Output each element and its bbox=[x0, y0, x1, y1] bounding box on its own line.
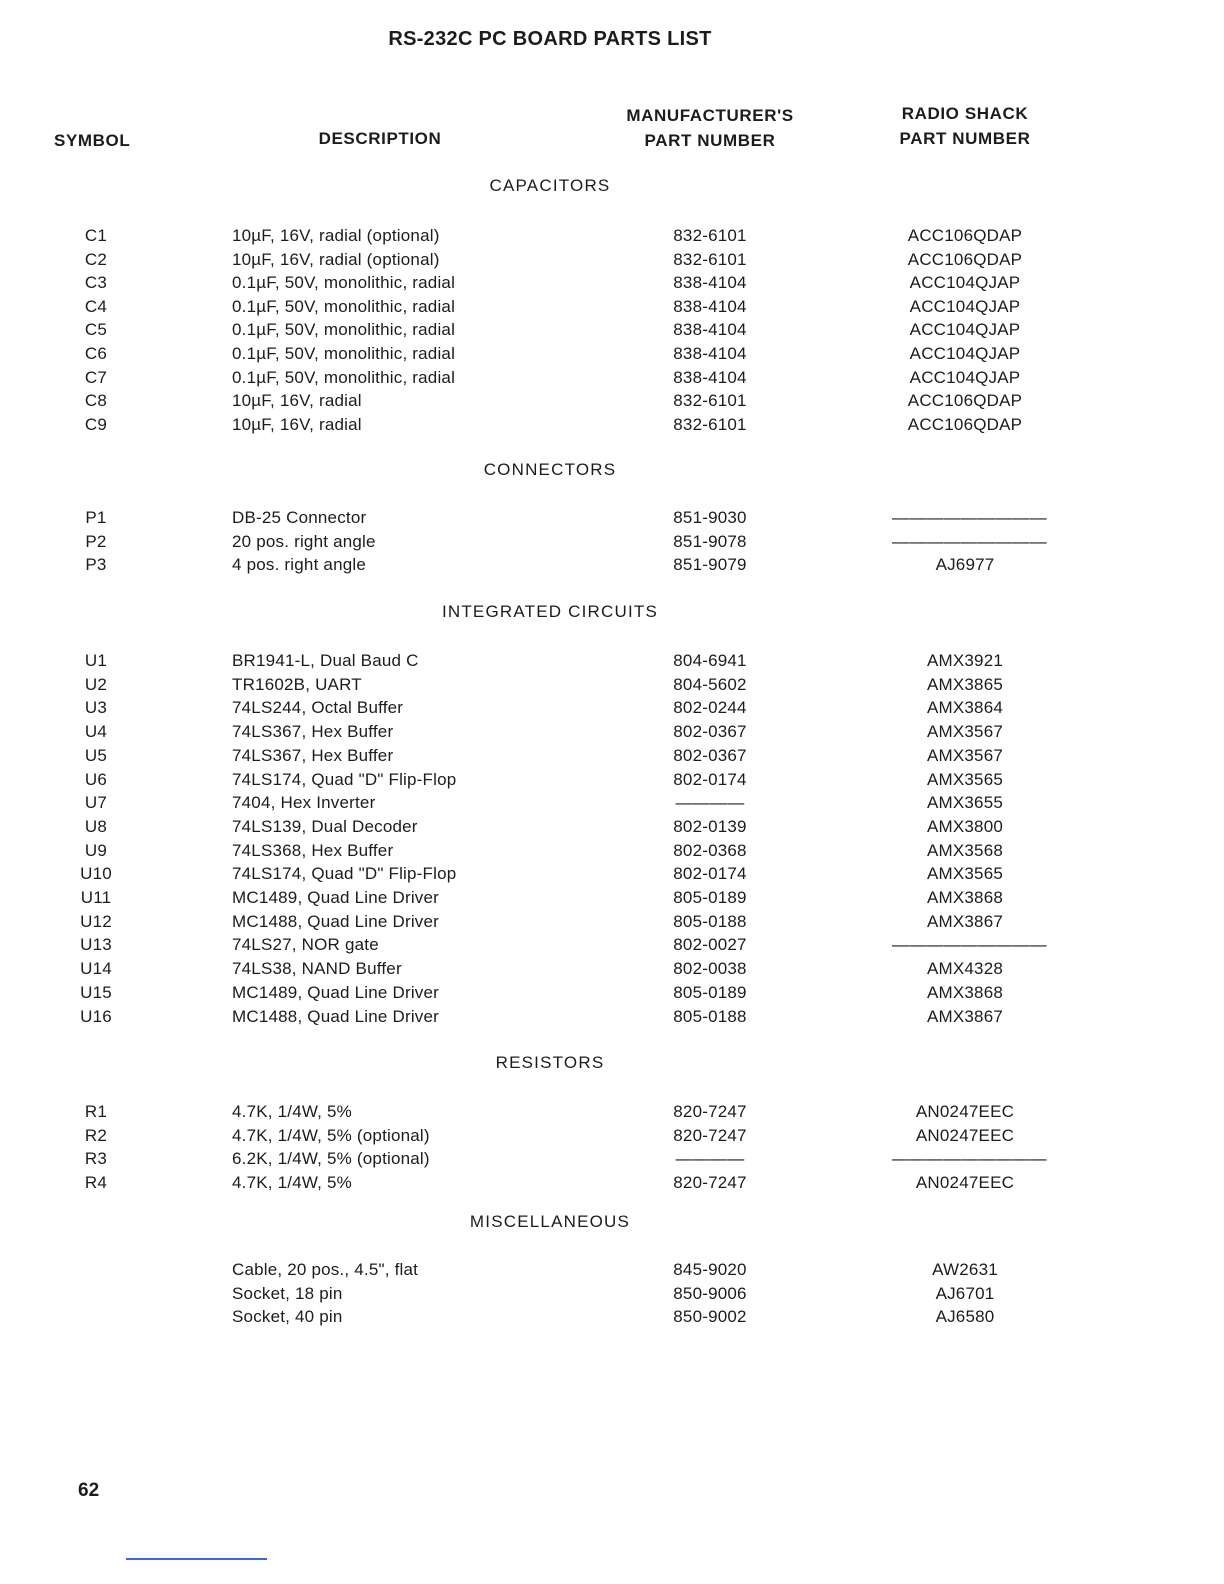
cell-manufacturer-part-number: 802-0038 bbox=[673, 959, 747, 978]
cell-symbol: C4 bbox=[84, 297, 108, 316]
cell-symbol: C5 bbox=[84, 320, 108, 339]
cell-description: Cable, 20 pos., 4.5", flat bbox=[232, 1260, 419, 1279]
table-row bbox=[0, 1007, 1224, 1031]
cell-manufacturer-part-number: 805-0189 bbox=[673, 983, 747, 1002]
cell-description: 4 pos. right angle bbox=[232, 555, 367, 574]
cell-symbol: P2 bbox=[85, 532, 107, 551]
cell-symbol: P3 bbox=[85, 555, 107, 574]
cell-description: 4.7K, 1/4W, 5% bbox=[232, 1173, 352, 1192]
cell-description: 7404, Hex Inverter bbox=[232, 793, 376, 812]
header-rs-line1: RADIO SHACK bbox=[901, 104, 1029, 123]
cell-symbol: U7 bbox=[84, 793, 108, 812]
table-row bbox=[0, 1307, 1224, 1331]
cell-manufacturer-part-number: 802-0368 bbox=[673, 841, 747, 860]
cell-manufacturer-part-number: 851-9078 bbox=[673, 532, 747, 551]
table-row bbox=[0, 344, 1224, 368]
table-row bbox=[0, 391, 1224, 415]
table-row bbox=[0, 793, 1224, 817]
cell-description: 74LS174, Quad "D" Flip-Flop bbox=[232, 770, 457, 789]
table-row bbox=[0, 1173, 1224, 1197]
table-row bbox=[0, 368, 1224, 392]
cell-radio-shack-part-number: AMX3868 bbox=[926, 888, 1004, 907]
cell-manufacturer-part-number: 838-4104 bbox=[673, 344, 747, 363]
cell-manufacturer-part-number: ———— bbox=[675, 1149, 745, 1168]
cell-symbol: C8 bbox=[84, 391, 108, 410]
cell-radio-shack-part-number: AW2631 bbox=[932, 1260, 998, 1279]
header-mfr-line1: MANUFACTURER'S bbox=[626, 106, 794, 125]
cell-description: 10µF, 16V, radial (optional) bbox=[232, 250, 440, 269]
table-row bbox=[0, 1126, 1224, 1150]
table-row bbox=[0, 841, 1224, 865]
cell-manufacturer-part-number: 838-4104 bbox=[673, 320, 747, 339]
header-description: DESCRIPTION bbox=[318, 129, 442, 148]
cell-description: 74LS27, NOR gate bbox=[232, 935, 379, 954]
cell-symbol: C6 bbox=[84, 344, 108, 363]
table-row bbox=[0, 415, 1224, 439]
cell-description: 0.1µF, 50V, monolithic, radial bbox=[232, 297, 456, 316]
table-row bbox=[0, 888, 1224, 912]
cell-symbol: C3 bbox=[84, 273, 108, 292]
cell-radio-shack-part-number: AMX3864 bbox=[926, 698, 1004, 717]
cell-radio-shack-part-number: AMX3867 bbox=[926, 912, 1004, 931]
section-title-connectors: CONNECTORS bbox=[483, 460, 617, 479]
cell-symbol: R4 bbox=[84, 1173, 108, 1192]
cell-manufacturer-part-number: 820-7247 bbox=[673, 1173, 747, 1192]
cell-radio-shack-part-number: AMX3567 bbox=[926, 746, 1004, 765]
table-row bbox=[0, 959, 1224, 983]
cell-symbol: U3 bbox=[84, 698, 108, 717]
table-row bbox=[0, 864, 1224, 888]
cell-manufacturer-part-number: 802-0027 bbox=[673, 935, 747, 954]
header-manufacturer-part-number bbox=[600, 103, 820, 153]
cell-radio-shack-part-number: ACC106QDAP bbox=[907, 415, 1023, 434]
section-title-integrated-circuits: INTEGRATED CIRCUITS bbox=[441, 602, 659, 621]
table-row bbox=[0, 770, 1224, 794]
table-row bbox=[0, 555, 1224, 579]
cell-manufacturer-part-number: 804-6941 bbox=[673, 651, 747, 670]
cell-radio-shack-part-number: AMX3865 bbox=[926, 675, 1004, 694]
table-row bbox=[0, 651, 1224, 675]
table-row bbox=[0, 297, 1224, 321]
cell-symbol: U13 bbox=[80, 935, 112, 954]
cell-manufacturer-part-number: 851-9079 bbox=[673, 555, 747, 574]
cell-manufacturer-part-number: 832-6101 bbox=[673, 226, 747, 245]
table-row bbox=[0, 983, 1224, 1007]
table-row bbox=[0, 1149, 1224, 1173]
footer-rule bbox=[126, 1558, 267, 1560]
cell-description: MC1489, Quad Line Driver bbox=[232, 888, 440, 907]
cell-radio-shack-part-number: AN0247EEC bbox=[915, 1126, 1015, 1145]
table-row bbox=[0, 532, 1224, 556]
cell-description: 4.7K, 1/4W, 5% bbox=[232, 1102, 352, 1121]
cell-description: MC1489, Quad Line Driver bbox=[232, 983, 440, 1002]
cell-description: 20 pos. right angle bbox=[232, 532, 376, 551]
cell-description: 0.1µF, 50V, monolithic, radial bbox=[232, 368, 456, 387]
cell-radio-shack-part-number: AJ6580 bbox=[935, 1307, 995, 1326]
cell-description: 74LS38, NAND Buffer bbox=[232, 959, 402, 978]
cell-symbol: U2 bbox=[84, 675, 108, 694]
cell-radio-shack-part-number: ————————— bbox=[892, 532, 1047, 551]
cell-manufacturer-part-number: 802-0174 bbox=[673, 864, 747, 883]
cell-radio-shack-part-number: AMX4328 bbox=[926, 959, 1004, 978]
table-row bbox=[0, 722, 1224, 746]
cell-description: 74LS139, Dual Decoder bbox=[232, 817, 418, 836]
cell-description: 0.1µF, 50V, monolithic, radial bbox=[232, 344, 456, 363]
cell-symbol: U5 bbox=[84, 746, 108, 765]
table-row bbox=[0, 226, 1224, 250]
cell-manufacturer-part-number: 805-0188 bbox=[673, 1007, 747, 1026]
cell-description: Socket, 40 pin bbox=[232, 1307, 343, 1326]
cell-description: 74LS174, Quad "D" Flip-Flop bbox=[232, 864, 457, 883]
cell-radio-shack-part-number: AMX3800 bbox=[926, 817, 1004, 836]
cell-radio-shack-part-number: AN0247EEC bbox=[915, 1173, 1015, 1192]
cell-radio-shack-part-number: ACC104QJAP bbox=[909, 273, 1021, 292]
cell-symbol: C2 bbox=[84, 250, 108, 269]
cell-manufacturer-part-number: 805-0189 bbox=[673, 888, 747, 907]
table-row bbox=[0, 508, 1224, 532]
cell-symbol: C9 bbox=[84, 415, 108, 434]
table-row bbox=[0, 675, 1224, 699]
cell-description: 0.1µF, 50V, monolithic, radial bbox=[232, 273, 456, 292]
cell-description: TR1602B, UART bbox=[232, 675, 362, 694]
cell-manufacturer-part-number: 851-9030 bbox=[673, 508, 747, 527]
cell-manufacturer-part-number: 832-6101 bbox=[673, 415, 747, 434]
cell-manufacturer-part-number: 820-7247 bbox=[673, 1102, 747, 1121]
cell-radio-shack-part-number: AMX3565 bbox=[926, 770, 1004, 789]
cell-radio-shack-part-number: AN0247EEC bbox=[915, 1102, 1015, 1121]
table-row bbox=[0, 250, 1224, 274]
cell-manufacturer-part-number: 850-9006 bbox=[673, 1284, 747, 1303]
cell-description: 74LS244, Octal Buffer bbox=[232, 698, 404, 717]
table-row bbox=[0, 1102, 1224, 1126]
cell-radio-shack-part-number: AMX3565 bbox=[926, 864, 1004, 883]
cell-manufacturer-part-number: 838-4104 bbox=[673, 273, 747, 292]
cell-description: 6.2K, 1/4W, 5% (optional) bbox=[232, 1149, 430, 1168]
cell-symbol: U16 bbox=[80, 1007, 112, 1026]
cell-symbol: R1 bbox=[84, 1102, 108, 1121]
cell-radio-shack-part-number: ACC106QDAP bbox=[907, 250, 1023, 269]
cell-description: BR1941-L, Dual Baud C bbox=[232, 651, 419, 670]
cell-symbol: U6 bbox=[84, 770, 108, 789]
header-mfr-line2: PART NUMBER bbox=[644, 131, 776, 150]
cell-symbol: U15 bbox=[80, 983, 112, 1002]
cell-manufacturer-part-number: 802-0174 bbox=[673, 770, 747, 789]
table-row bbox=[0, 1260, 1224, 1284]
cell-description: 10µF, 16V, radial (optional) bbox=[232, 226, 440, 245]
cell-radio-shack-part-number: ACC104QJAP bbox=[909, 320, 1021, 339]
cell-radio-shack-part-number: AMX3921 bbox=[926, 651, 1004, 670]
cell-symbol: C1 bbox=[84, 226, 108, 245]
cell-manufacturer-part-number: 802-0367 bbox=[673, 746, 747, 765]
cell-description: 74LS368, Hex Buffer bbox=[232, 841, 394, 860]
table-row bbox=[0, 817, 1224, 841]
cell-symbol: P1 bbox=[85, 508, 107, 527]
table-row bbox=[0, 698, 1224, 722]
cell-description: Socket, 18 pin bbox=[232, 1284, 343, 1303]
table-row bbox=[0, 935, 1224, 959]
cell-manufacturer-part-number: 804-5602 bbox=[673, 675, 747, 694]
cell-description: 0.1µF, 50V, monolithic, radial bbox=[232, 320, 456, 339]
cell-description: 74LS367, Hex Buffer bbox=[232, 746, 394, 765]
cell-radio-shack-part-number: AMX3567 bbox=[926, 722, 1004, 741]
cell-symbol: U9 bbox=[84, 841, 108, 860]
cell-radio-shack-part-number: AMX3655 bbox=[926, 793, 1004, 812]
cell-manufacturer-part-number: ———— bbox=[675, 793, 745, 812]
cell-radio-shack-part-number: ————————— bbox=[892, 508, 1047, 527]
cell-description: 4.7K, 1/4W, 5% (optional) bbox=[232, 1126, 430, 1145]
cell-description: 10µF, 16V, radial bbox=[232, 391, 362, 410]
cell-description: DB-25 Connector bbox=[232, 508, 367, 527]
cell-symbol: U4 bbox=[84, 722, 108, 741]
cell-description: 10µF, 16V, radial bbox=[232, 415, 362, 434]
cell-symbol: U8 bbox=[84, 817, 108, 836]
cell-symbol: U10 bbox=[80, 864, 112, 883]
cell-radio-shack-part-number: AJ6701 bbox=[935, 1284, 995, 1303]
cell-radio-shack-part-number: ACC106QDAP bbox=[907, 391, 1023, 410]
section-title-capacitors: CAPACITORS bbox=[489, 176, 611, 195]
cell-radio-shack-part-number: ACC106QDAP bbox=[907, 226, 1023, 245]
cell-description: MC1488, Quad Line Driver bbox=[232, 1007, 440, 1026]
cell-radio-shack-part-number: ————————— bbox=[892, 1149, 1047, 1168]
table-row bbox=[0, 320, 1224, 344]
table-row bbox=[0, 746, 1224, 770]
cell-manufacturer-part-number: 802-0244 bbox=[673, 698, 747, 717]
table-row bbox=[0, 273, 1224, 297]
cell-radio-shack-part-number: ACC104QJAP bbox=[909, 297, 1021, 316]
cell-manufacturer-part-number: 838-4104 bbox=[673, 297, 747, 316]
cell-symbol: R3 bbox=[84, 1149, 108, 1168]
cell-manufacturer-part-number: 802-0139 bbox=[673, 817, 747, 836]
cell-manufacturer-part-number: 838-4104 bbox=[673, 368, 747, 387]
cell-description: 74LS367, Hex Buffer bbox=[232, 722, 394, 741]
cell-manufacturer-part-number: 850-9002 bbox=[673, 1307, 747, 1326]
cell-radio-shack-part-number: AJ6977 bbox=[935, 555, 995, 574]
header-rs-line2: PART NUMBER bbox=[899, 129, 1031, 148]
section-title-miscellaneous: MISCELLANEOUS bbox=[469, 1212, 631, 1231]
section-title-resistors: RESISTORS bbox=[495, 1053, 605, 1072]
cell-manufacturer-part-number: 832-6101 bbox=[673, 391, 747, 410]
cell-manufacturer-part-number: 832-6101 bbox=[673, 250, 747, 269]
table-row bbox=[0, 1284, 1224, 1308]
cell-manufacturer-part-number: 820-7247 bbox=[673, 1126, 747, 1145]
page-title: RS-232C PC BOARD PARTS LIST bbox=[388, 28, 712, 50]
cell-radio-shack-part-number: AMX3867 bbox=[926, 1007, 1004, 1026]
cell-radio-shack-part-number: ACC104QJAP bbox=[909, 344, 1021, 363]
cell-manufacturer-part-number: 802-0367 bbox=[673, 722, 747, 741]
cell-symbol: R2 bbox=[84, 1126, 108, 1145]
header-radio-shack-part-number bbox=[860, 101, 1070, 151]
header-symbol: SYMBOL bbox=[54, 131, 131, 150]
page-number: 62 bbox=[78, 1480, 100, 1501]
cell-radio-shack-part-number: AMX3568 bbox=[926, 841, 1004, 860]
cell-symbol: U11 bbox=[80, 888, 112, 907]
cell-manufacturer-part-number: 805-0188 bbox=[673, 912, 747, 931]
table-row bbox=[0, 912, 1224, 936]
cell-symbol: U14 bbox=[80, 959, 112, 978]
cell-symbol: U1 bbox=[84, 651, 108, 670]
cell-symbol: C7 bbox=[84, 368, 108, 387]
cell-manufacturer-part-number: 845-9020 bbox=[673, 1260, 747, 1279]
cell-radio-shack-part-number: AMX3868 bbox=[926, 983, 1004, 1002]
cell-symbol: U12 bbox=[80, 912, 112, 931]
cell-radio-shack-part-number: ————————— bbox=[892, 935, 1047, 954]
cell-radio-shack-part-number: ACC104QJAP bbox=[909, 368, 1021, 387]
cell-description: MC1488, Quad Line Driver bbox=[232, 912, 440, 931]
